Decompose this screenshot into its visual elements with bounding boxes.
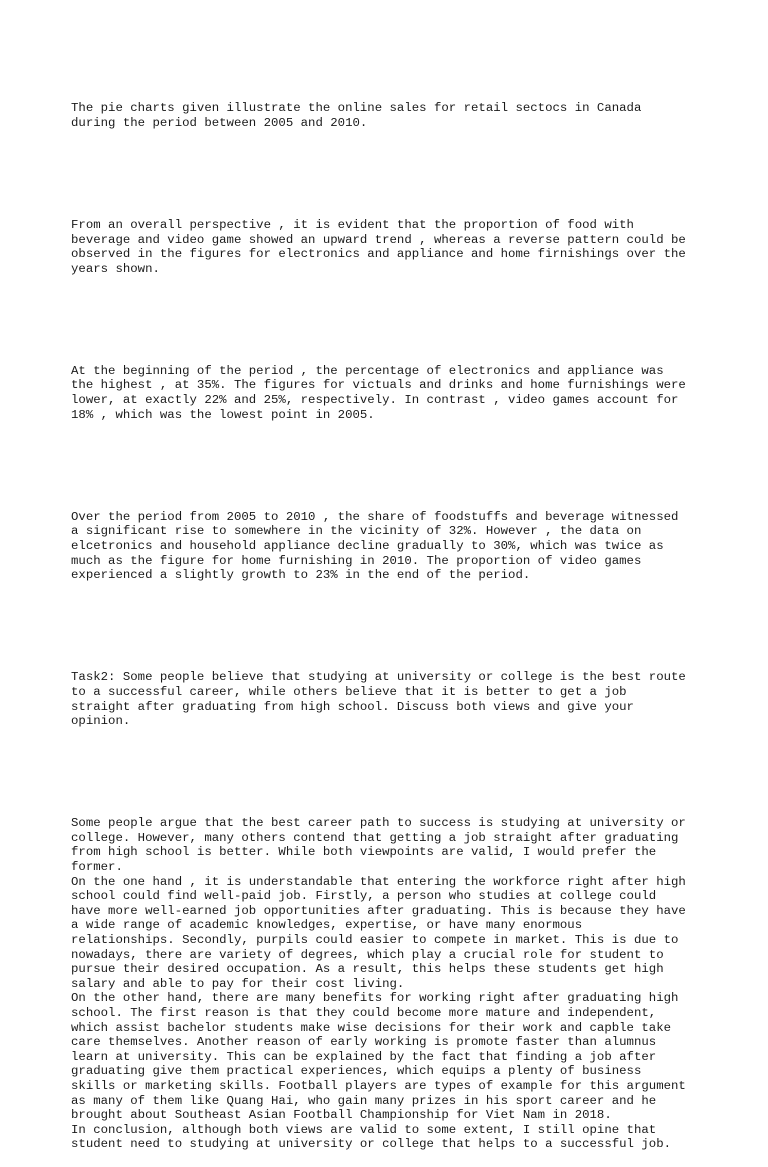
paragraph-gap bbox=[71, 306, 711, 335]
paragraph-details-2005: At the beginning of the period , the percentage of electronics and appliance was the highest , at 35%. The figures for victuals and drinks and home furnishings were lower, at exactly 22% and 25%, respectively. In contrast , video games account for 18% , which was the lowest point in 2005. bbox=[71, 363, 686, 422]
paragraph-overview: From an overall perspective , it is evident that the proportion of food with beverage and video game showed an upward trend , whereas a reverse pattern could be observed in the figures for electronics and appliance and home firnishings over the years shown. bbox=[71, 217, 686, 276]
paragraph-gap bbox=[71, 451, 711, 480]
paragraph-gap bbox=[71, 612, 711, 641]
paragraph-details-2010: Over the period from 2005 to 2010 , the share of foodstuffs and beverage witnessed a significant rise to somewhere in the vicinity of 32%. However , the data on elcetronics and household appliance decline gradually to 30%, which was twice as much as the figure for home furnishing in 2010. The proportion of video games experienced a slightly growth to 23% in the end of the period. bbox=[71, 509, 679, 583]
paragraph-intro: The pie charts given illustrate the online sales for retail sectocs in Canada during the period between 2005 and 2010. bbox=[71, 101, 642, 130]
document-page bbox=[71, 72, 711, 1167]
paragraph-essay-body: Some people argue that the best career path to success is studying at university or college. However, many others contend that getting a job straight after graduating from high school is better. While both viewpoints are valid, I would prefer the former. On the one hand , it is understandable that entering the workforce right after high school could find well-paid job. Firstly, a person who studies at college could have more well-earned job opportunities after graduating. This is because they have a wide range of academic knowledges, expertise, or have many enormous relationships. Secondly, purpils could easier to compete in market. This is due to nowadays, there are variety of degrees, which play a crucial role for student to pursue their desired occupation. As a result, this helps these students get high salary and able to pay for their cost living. On the other hand, there are many benefits for working right after graduating high school. The first reason is that they could become more mature and independent, which assist bachelor students make wise decisions for their work and capble take care themselves. Another reason of early working is promote faster than alumnus learn at university. This can be explained by the fact that finding a job after graduating give them practical experiences, which equips a plenty of business skills or marketing skills. Football players are types of example for this argument as many of them like Quang Hai, who gain many prizes in his sport career and he brought about Southeast Asian Football Championship for Viet Nam in 2018. In conclusion, although both views are valid to some extent, I still opine that student need to studying at university or college that helps to a successful job. bbox=[71, 816, 686, 1152]
paragraph-gap bbox=[71, 758, 711, 787]
paragraph-gap bbox=[71, 160, 711, 189]
paragraph-task2-prompt: Task2: Some people believe that studying at university or college is the best route to a successful career, while others believe that it is better to get a job straight after graduating from high school. Discuss both views and give your opinion. bbox=[71, 670, 686, 729]
